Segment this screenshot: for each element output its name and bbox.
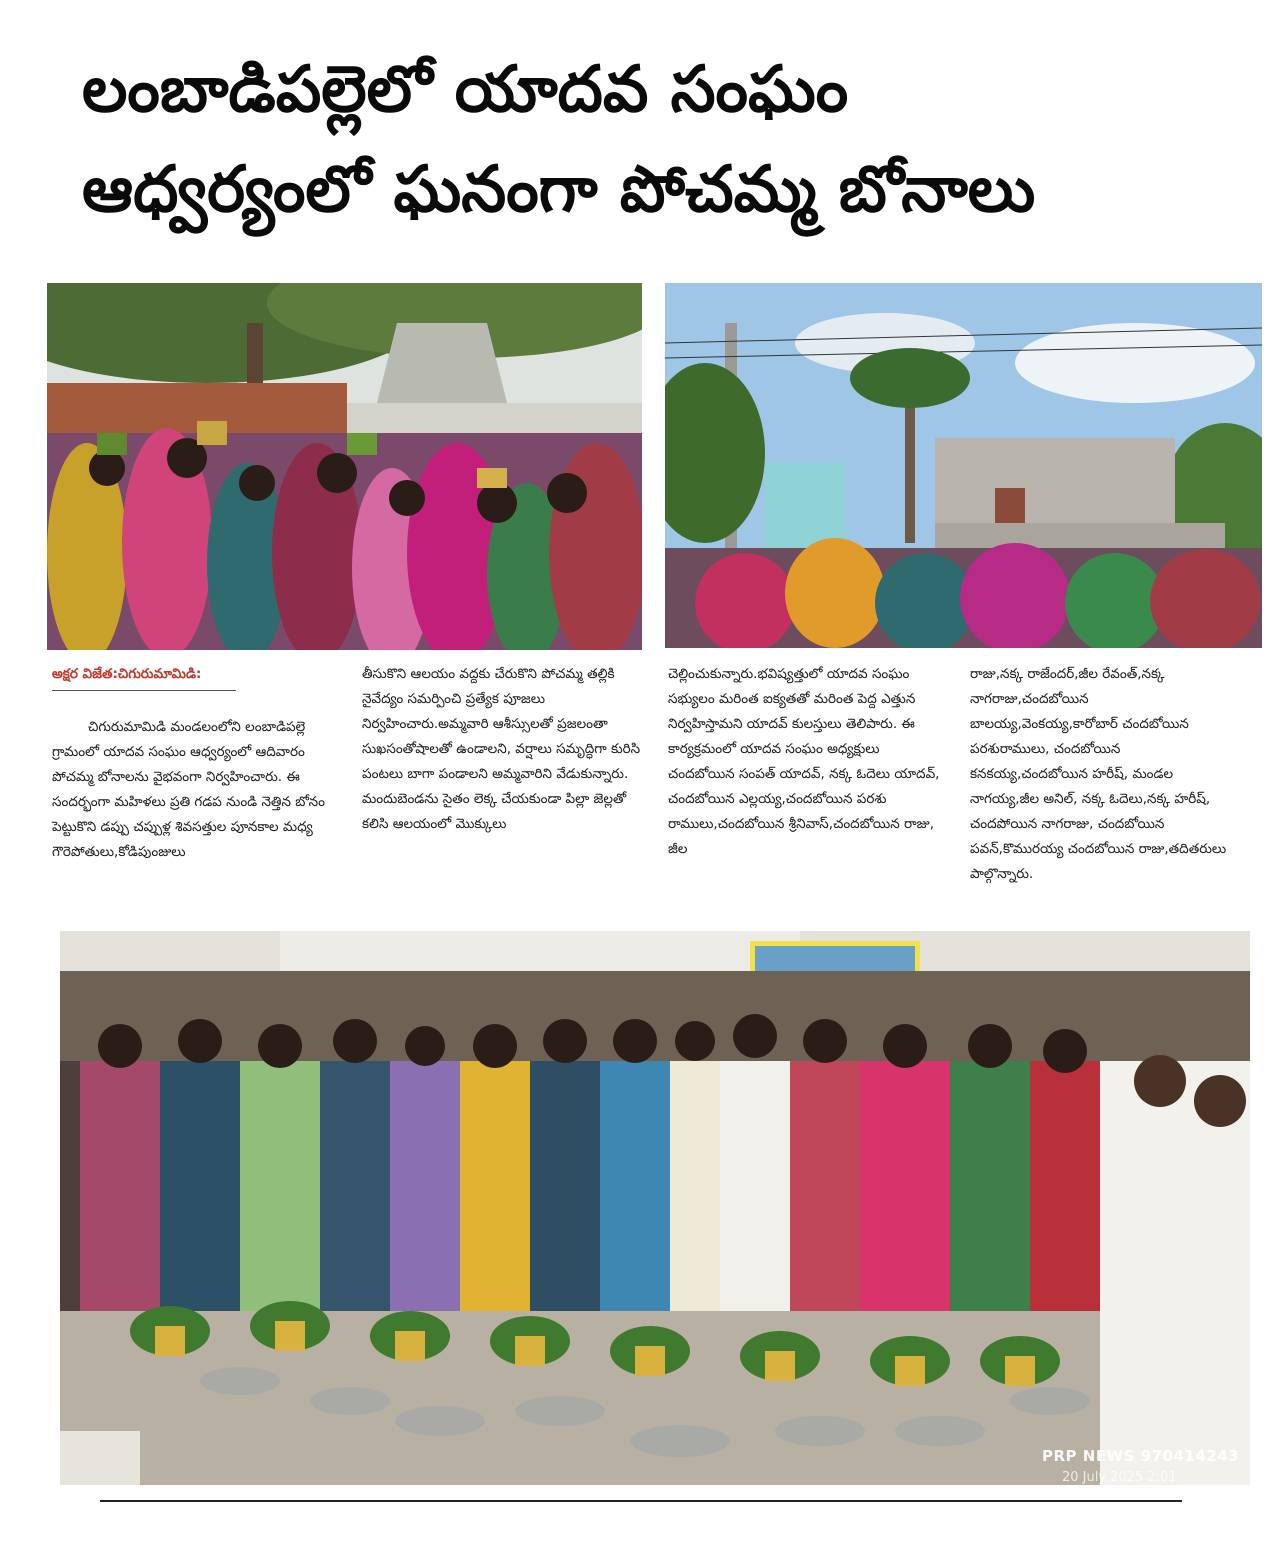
byline-underline — [52, 690, 236, 691]
article-text-col1: చిగురుమామిడి మండలంలోని లంబాడిపల్లె గ్రామంలో యాదవ సంఘం ఆధ్వర్యంలో ఆదివారం పోచమ్మ బోనాలను వైభవంగా నిర్వహించారు. ఈ సందర్భంగా మహిళలు ప్రతి గడప నుండి నెత్తిన బోనం పెట్టుకొని డప్పు చప్పుళ్ల శివసత్తుల పూనకాల మధ్య గౌరెపోతులు,కోడిపుంజులు — [52, 719, 325, 860]
headline-line-1: లంబాడిపల్లెలో యాదవ సంఘం — [82, 53, 849, 127]
article-text-col4: రాజు,నక్క రాజేందర్,జీల రేవంత్,నక్క నాగరాజు,చందబోయిన బాలయ్య,వెంకయ్య,కారోబార్ చందబోయిన పరశురాములు, చందబోయిన కనకయ్య,చందబోయిన హరీష్, మండల నాగయ్య,జీల అనిల్, నక్క ఓదెలు,నక్క హరీష్, చందపోయిన నాగరాజు, చందబోయిన పవన్,కొమురయ్య చందబోయిన రాజు,తదితరులు పాల్గొన్నారు. — [970, 666, 1227, 882]
headline-line-2: ఆధ్వర్యంలో ఘనంగా పోచమ్మ బోనాలు — [82, 153, 1036, 227]
article-column-1 — [52, 662, 337, 865]
article-text-col3: చెల్లించుకున్నారు.భవిష్యత్తులో యాదవ సంఘం సభ్యులం మరింత ఐక్యతతో మరింత పెద్ద ఎత్తున నిర్వహిస్తామని యాదవ్ కులస్తులు తెలిపారు. ఈ కార్యక్రమంలో యాదవ సంఘం అధ్యక్షులు చందబోయిన సంపత్ యాదవ్, నక్క ఓదెలు యాదవ్, చందబోయిన ఎల్లయ్య,చందబోయిన పరశు రాములు,చందబోయిన శ్రీనివాస్,చందబోయిన రాజు, జీల — [668, 666, 940, 857]
article-column-3 — [668, 662, 950, 862]
byline: అక్షర విజేత:చిగురుమామిడి: — [52, 666, 202, 682]
article-text-col2: తీసుకొని ఆలయం వద్దకు చేరుకొని పోచమ్మ తల్లికి నైవేద్యం సమర్పించి ప్రత్యేక పూజలు నిర్వహించారు.అమ్మవారి ఆశీస్సులతో ప్రజలంతా సుఖసంతోషాలతో ఉండాలని, వర్షాలు సమృద్ధిగా కురిసి పంటలు బాగా పండాలని అమ్మవారిని వేడుకున్నారు. మందుబెండను సైతం లెక్క చేయకుండా పిల్లా జెల్లతో కలిసి ఆలయంలో మొక్కులు — [362, 666, 641, 832]
photo-group-offerings — [60, 931, 1250, 1485]
photo-street-procession — [665, 283, 1262, 648]
photo-timestamp: 20 July 2025 2:01 — [1062, 1470, 1177, 1485]
bottom-divider — [100, 1500, 1182, 1502]
article-column-2 — [362, 662, 644, 837]
article-column-4 — [970, 662, 1232, 887]
photo-watermark: PRP NEWS 970414243 — [1042, 1447, 1240, 1465]
photo-temple-bonalu — [47, 283, 642, 650]
